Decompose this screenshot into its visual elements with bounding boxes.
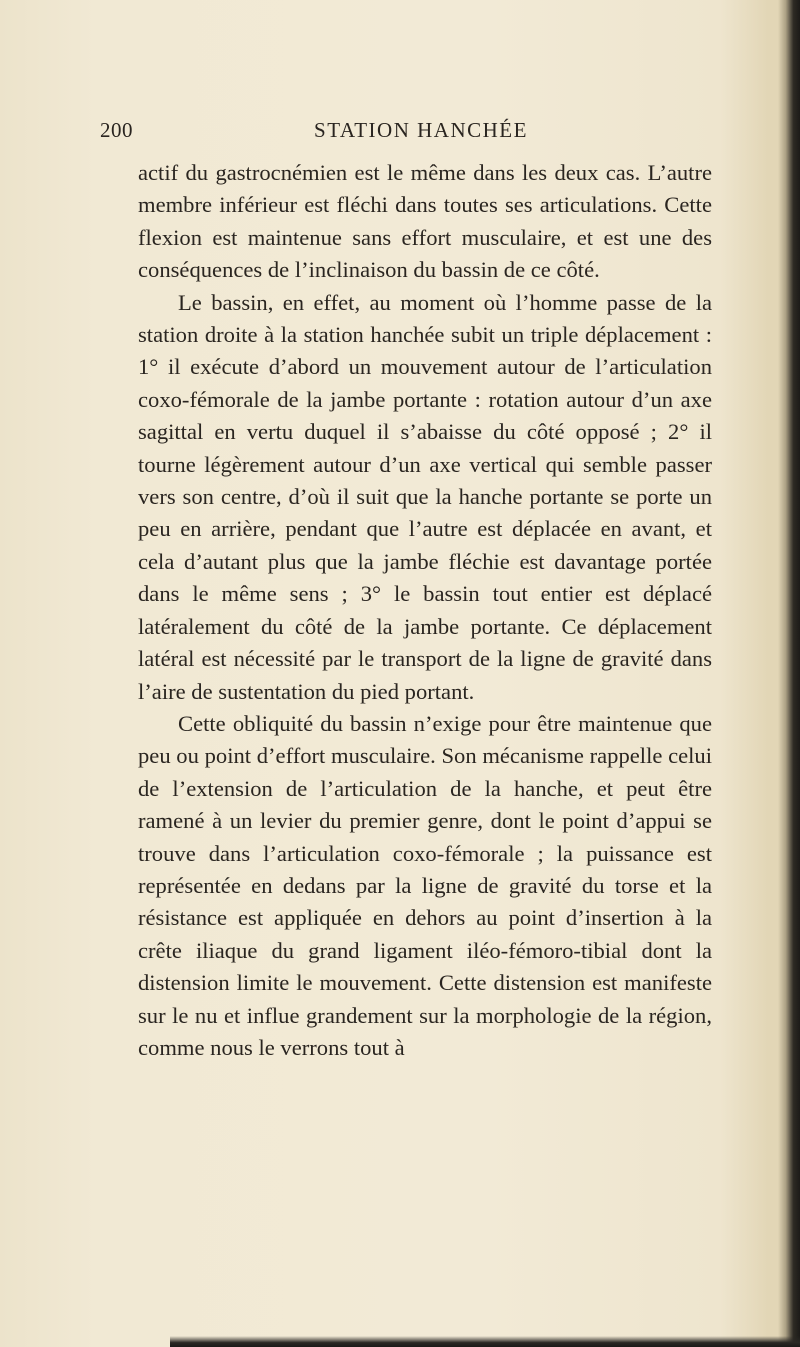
page-number: 200 (100, 118, 133, 142)
paragraph-1: actif du gastrocnémien est le même dans les deux cas. L’autre membre inférieur est fléchi dans toutes ses articulations. Cette flexion est maintenue sans effort musculaire, et est une des conséquences de l’inclinaison du bassin de ce côté. (138, 160, 712, 283)
paragraph-3: Cette obliquité du bassin n’exige pour être maintenue que peu ou point d’effort musculaire. Son mécanisme rappelle celui de l’extension de l’articulation de la hanche, et peut être ramené à un levier du premier genre, dont le point d’appui se trouve dans l’articulation coxo-fémorale ; la puissance est représentée en dedans par la ligne de gravité du torse et la résistance est appliquée en dehors au point d’insertion à la crête iliaque du grand ligament iléo-fémoro-tibial dont la distension limite le mouvement. Cette distension est manifeste sur le nu et influe grandement sur la morphologie de la région, comme nous le verrons tout à (138, 710, 712, 1060)
book-binding-edge (778, 0, 800, 1347)
page-header (100, 118, 712, 148)
page-bottom-shadow (170, 1336, 800, 1347)
paragraph-2: Le bassin, en effet, au moment où l’homme passe de la station droite à la station hanchée subit un triple déplacement : 1° il exécute d’abord un mouvement autour de l’articulation coxo-fémorale de la jambe portante : rotation autour d’un axe sagittal en vertu duquel il s’abaisse du côté opposé ; 2° il tourne légèrement autour d’un axe vertical qui semble passer vers son centre, d’où il suit que la hanche portante se porte un peu en arrière, pendant que l’autre est déplacée en avant, et cela d’autant plus que la jambe fléchie est davantage portée dans le même sens ; 3° le bassin tout entier est déplacé latéralement du côté de la jambe portante. Ce déplacement latéral est nécessité par le transport de la ligne de gravité dans l’aire de sustentation du pied portant. (138, 289, 712, 704)
running-title: STATION HANCHÉE (314, 118, 528, 142)
body-text (138, 157, 712, 1064)
